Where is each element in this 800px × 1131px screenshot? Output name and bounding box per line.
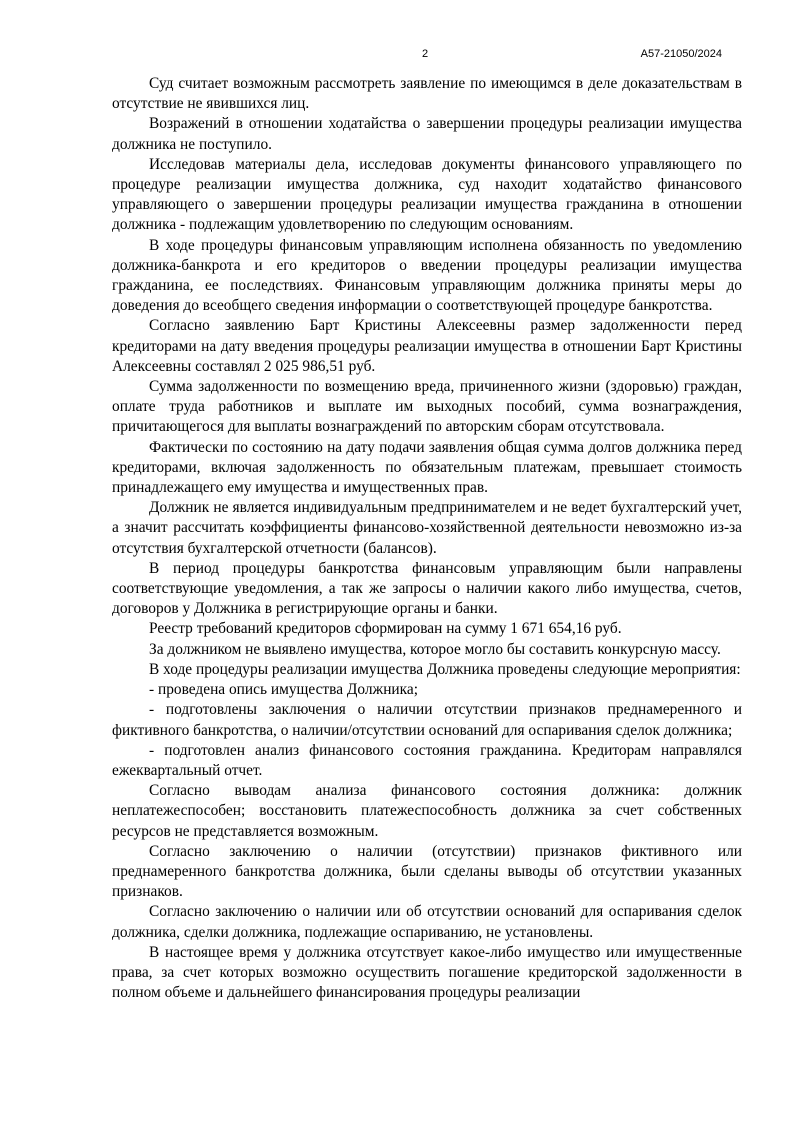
paragraph: В ходе процедуры реализации имущества Должника проведены следующие мероприятия: — [149, 660, 741, 678]
list-item: - проведена опись имущества Должника; — [149, 681, 419, 699]
paragraph: Должник не является индивидуальным предпринимателем и не ведет бухгалтерский учет, а значит рассчитать коэффициенты финансово-хозяйственной деятельности невозможно из-за отсутствия бухгалтерской отчетности (балансов). — [112, 499, 742, 557]
paragraph: Согласно заключению о наличии или об отсутствии оснований для оспаривания сделок должника, сделки должника, подлежащие оспариванию, не установлены. — [112, 903, 742, 941]
paragraph: Реестр требований кредиторов сформирован на сумму 1 671 654,16 руб. — [149, 620, 622, 638]
paragraph: Возражений в отношении ходатайства о завершении процедуры реализации имущества должника не поступило. — [112, 115, 742, 153]
paragraph: Согласно выводам анализа финансового состояния должника: должник неплатежеспособен; восстановить платежеспособность должника за счет собственных ресурсов не представляется возможным. — [112, 782, 742, 840]
paragraph: Согласно заявлению Барт Кристины Алексеевны размер задолженности перед кредиторами на дату введения процедуры реализации имущества в отношении Барт Кристины Алексеевны составлял 2 025 986,51 руб. — [112, 317, 742, 375]
list-item: - подготовлен анализ финансового состояния гражданина. Кредиторам направлялся ежеквартальный отчет. — [112, 741, 742, 779]
page-number: 2 — [422, 48, 429, 60]
paragraph: Согласно заключению о наличии (отсутствии) признаков фиктивного или преднамеренного банкротства должника, были сделаны выводы об отсутствии указанных признаков. — [112, 842, 742, 901]
paragraph: Сумма задолженности по возмещению вреда, причиненного жизни (здоровью) граждан, оплате труда работников и выплате им выходных пособий, сумма вознаграждения, причитающегося для выплаты вознаграждений по авторским сборам отсутствовала. — [112, 378, 742, 436]
paragraph: За должником не выявлено имущества, которое могло бы составить конкурсную массу. — [149, 640, 721, 658]
document-body — [112, 74, 742, 1003]
paragraph: Фактически по состоянию на дату подачи заявления общая сумма долгов должника перед кредиторами, включая задолженность по обязательным платежам, превышает стоимость принадлежащего ему имущества и имущественных прав. — [112, 438, 742, 497]
paragraph: Суд считает возможным рассмотреть заявление по имеющимся в деле доказательствам в отсутствие не явившихся лиц. — [112, 75, 742, 113]
paragraph: В ходе процедуры финансовым управляющим исполнена обязанность по уведомлению должника-банкрота и его кредиторов о введении процедуры реализации имущества гражданина, ее последствиях. Финансовым управляющим должника приняты меры до доведения до всеобщего сведения информации о соответствующей процедуре банкротства. — [112, 236, 742, 315]
paragraph: В настоящее время у должника отсутствует какое-либо имущество или имущественные права, за счет которых возможно осуществить погашение кредиторской задолженности в полном объеме и дальнейшего финансирования процедуры реализации — [112, 943, 742, 1002]
list-item: - подготовлены заключения о наличии отсутствии признаков преднамеренного и фиктивного банкротства, о наличии/отсутствии оснований для оспаривания сделок должника; — [112, 701, 742, 739]
case-number: А57-21050/2024 — [640, 48, 722, 60]
paragraph: В период процедуры банкротства финансовым управляющим были направлены соответствующие уведомления, а так же запросы о наличии какого либо имущества, счетов, договоров у Должника в регистрирующие органы и банки. — [112, 559, 742, 618]
paragraph: Исследовав материалы дела, исследовав документы финансового управляющего по процедуре реализации имущества должника, суд находит ходатайство финансового управляющего о завершении процедуры реализации имущества гражданина в отношении должника - подлежащим удовлетворению по следующим основаниям. — [112, 155, 742, 234]
